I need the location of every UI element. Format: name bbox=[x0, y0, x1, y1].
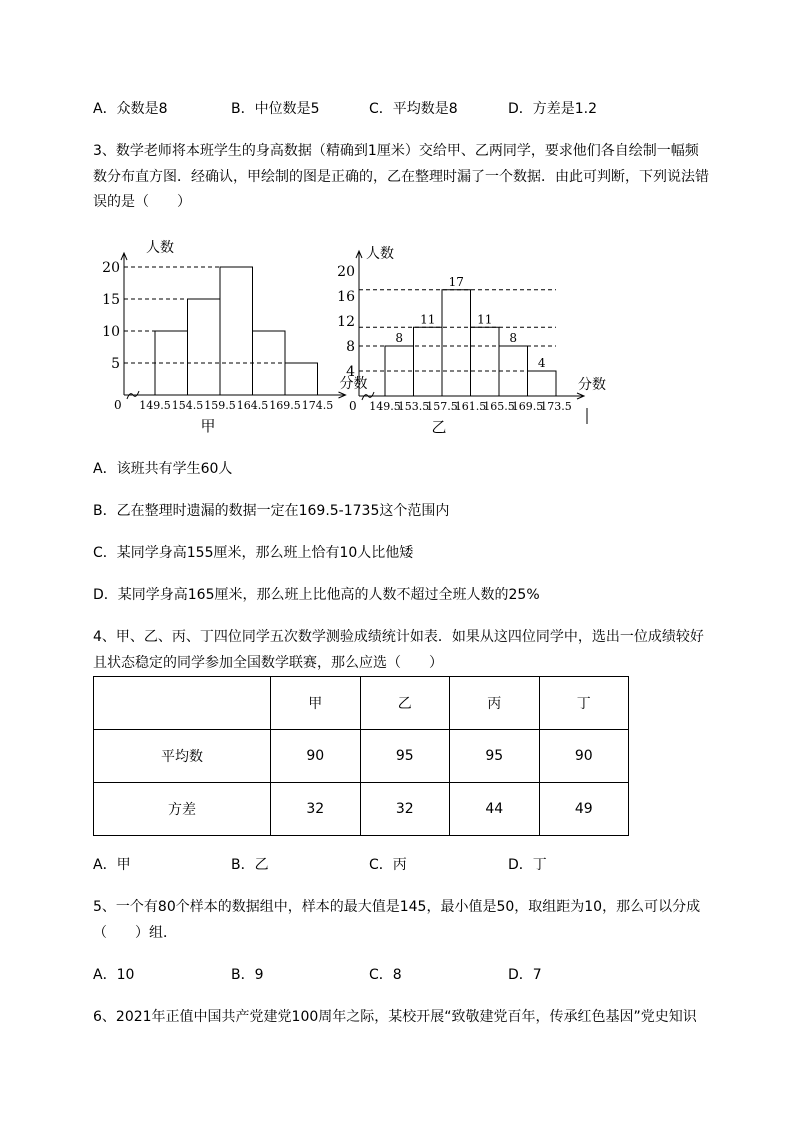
q4-option-a: A．甲 bbox=[93, 857, 131, 873]
table-cell: 95 bbox=[450, 730, 540, 783]
q3-option-d: D．某同学身高165厘米，那么班上比他高的人数不超过全班人数的25% bbox=[93, 587, 540, 603]
histogram-bar bbox=[188, 299, 221, 395]
x-tick-label: 157.5 bbox=[426, 400, 458, 413]
histogram-yi bbox=[337, 245, 606, 436]
x-tick-label: 154.5 bbox=[171, 399, 204, 412]
y-tick-label: 4 bbox=[346, 364, 355, 380]
histograms-figure bbox=[0, 235, 794, 440]
x-tick-label: 149.5 bbox=[139, 399, 171, 412]
x-tick-label: 173.5 bbox=[540, 400, 572, 413]
table-cell: 32 bbox=[271, 783, 361, 836]
bar-value-label: 8 bbox=[395, 331, 404, 345]
x-tick-label: 169.5 bbox=[269, 399, 301, 412]
table-cell: 32 bbox=[360, 783, 450, 836]
bar-value-label: 8 bbox=[509, 331, 518, 345]
table-cell: 44 bbox=[450, 783, 540, 836]
q3-stem-line3: 误的是（ ） bbox=[93, 194, 191, 210]
x-tick-label: 161.5 bbox=[454, 400, 487, 413]
histogram-bar bbox=[442, 290, 471, 396]
q3-option-a: A．该班共有学生60人 bbox=[93, 461, 233, 477]
y-tick-label: 5 bbox=[111, 356, 120, 372]
x-tick-label: 165.5 bbox=[483, 400, 515, 413]
y-axis-title: 人数 bbox=[146, 240, 174, 256]
table-header-cell: 乙 bbox=[360, 677, 450, 730]
q2-option-b: B．中位数是5 bbox=[231, 101, 320, 117]
table-row-label: 方差 bbox=[94, 783, 271, 836]
table-cell: 49 bbox=[539, 783, 629, 836]
x-tick-label: 159.5 bbox=[204, 399, 236, 412]
q4-stem-line1: 4、甲、乙、丙、丁四位同学五次数学测验成绩统计如表．如果从这四位同学中，选出一位成绩较好 bbox=[93, 629, 704, 645]
y-axis-title: 人数 bbox=[366, 246, 394, 262]
q4-option-c: C．丙 bbox=[369, 857, 407, 873]
q6-stem-line1: 6、2021年正值中国共产党建党100周年之际，某校开展“致敬建党百年，传承红色基因”党史知识 bbox=[93, 1009, 697, 1025]
table-header-row bbox=[94, 677, 629, 730]
x-tick-label: 174.5 bbox=[301, 399, 334, 412]
table-header-cell: 丁 bbox=[539, 677, 629, 730]
bar-value-label: 4 bbox=[537, 356, 546, 370]
y-tick-label: 12 bbox=[337, 314, 355, 330]
origin-label: 0 bbox=[349, 399, 357, 413]
q3-option-c: C．某同学身高155厘米，那么班上恰有10人比他矮 bbox=[93, 545, 414, 561]
y-tick-label: 10 bbox=[102, 324, 120, 340]
histogram-bar bbox=[220, 267, 253, 395]
axis-break-mark bbox=[127, 391, 139, 399]
axis-break-mark bbox=[362, 392, 374, 400]
x-tick-label: 169.5 bbox=[511, 400, 544, 413]
q5-stem-line2: （ ）组． bbox=[93, 925, 177, 941]
q5-option-b: B．9 bbox=[231, 967, 264, 983]
y-tick-label: 20 bbox=[337, 264, 355, 280]
x-tick-label: 149.5 bbox=[369, 400, 401, 413]
table-cell: 95 bbox=[360, 730, 450, 783]
q3-stem-line1: 3、数学老师将本班学生的身高数据（精确到1厘米）交给甲、乙两同学，要求他们各自绘制一幅频 bbox=[93, 143, 699, 159]
q5-option-a: A．10 bbox=[93, 967, 135, 983]
table-cell: 90 bbox=[271, 730, 361, 783]
y-tick-label: 20 bbox=[102, 260, 120, 276]
q3-option-b: B．乙在整理时遗漏的数据一定在169.5-1735这个范围内 bbox=[93, 503, 450, 519]
q2-option-c: C．平均数是8 bbox=[369, 101, 458, 117]
q4-option-d: D．丁 bbox=[508, 857, 547, 873]
histogram-jia bbox=[102, 239, 367, 435]
chart-caption: 甲 bbox=[200, 417, 216, 435]
q5-option-c: C．8 bbox=[369, 967, 402, 983]
histogram-bar bbox=[528, 371, 557, 396]
table-row-label: 平均数 bbox=[94, 730, 271, 783]
table-header-cell: 甲 bbox=[271, 677, 361, 730]
q2-option-d: D．方差是1.2 bbox=[508, 101, 598, 117]
q4-stem-line2: 且状态稳定的同学参加全国数学联赛，那么应选（ ） bbox=[93, 655, 443, 671]
x-axis-title: 分数 bbox=[578, 377, 606, 393]
y-tick-label: 16 bbox=[337, 289, 355, 305]
y-tick-label: 15 bbox=[102, 292, 120, 308]
origin-label: 0 bbox=[114, 398, 122, 412]
histogram-bar bbox=[285, 363, 318, 395]
table-cell: 90 bbox=[539, 730, 629, 783]
score-stats-table bbox=[93, 676, 629, 836]
table-corner-cell bbox=[94, 677, 271, 730]
x-tick-label: 164.5 bbox=[236, 399, 269, 412]
q3-stem-line2: 数分布直方图．经确认，甲绘制的图是正确的，乙在整理时漏了一个数据．由此可判断，下列说法错 bbox=[93, 169, 709, 185]
q4-option-b: B．乙 bbox=[231, 857, 269, 873]
bar-value-label: 11 bbox=[477, 312, 493, 327]
q5-option-d: D．7 bbox=[508, 967, 542, 983]
x-axis-title: 分数 bbox=[339, 376, 368, 392]
histogram-bar bbox=[471, 327, 500, 396]
q5-stem-line1: 5、一个有80个样本的数据组中，样本的最大值是145，最小值是50，取组距为10，那么可以分成 bbox=[93, 899, 701, 915]
table-row bbox=[94, 730, 629, 783]
bar-value-label: 11 bbox=[420, 312, 436, 327]
q2-option-a: A．众数是8 bbox=[93, 101, 168, 117]
histogram-bar bbox=[414, 327, 443, 396]
table-header-cell: 丙 bbox=[450, 677, 540, 730]
chart-caption: 乙 bbox=[431, 418, 447, 436]
y-tick-label: 8 bbox=[346, 339, 355, 355]
table-row bbox=[94, 783, 629, 836]
bar-value-label: 17 bbox=[448, 274, 464, 289]
x-tick-label: 153.5 bbox=[397, 400, 430, 413]
